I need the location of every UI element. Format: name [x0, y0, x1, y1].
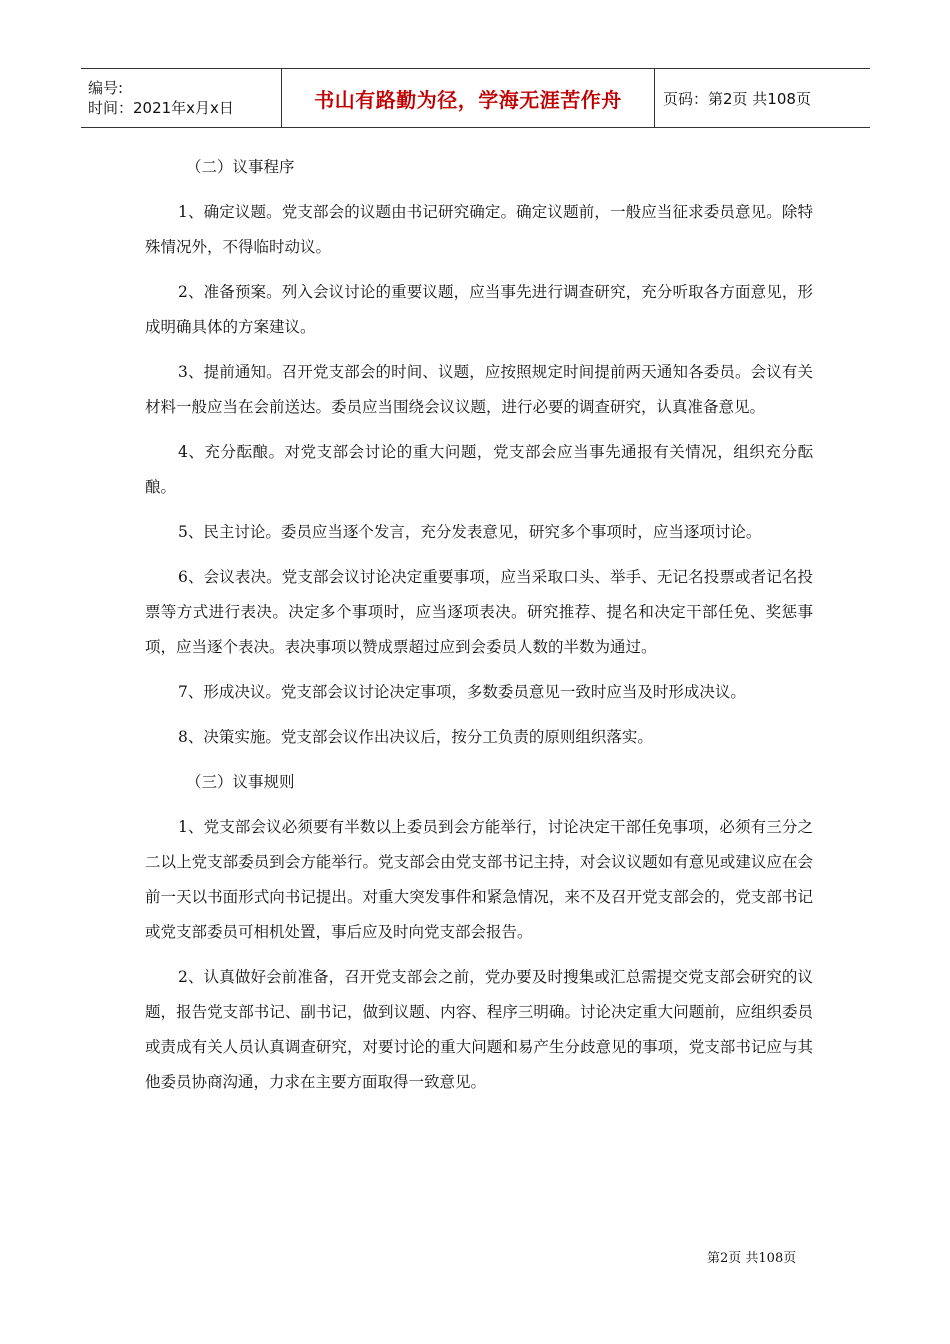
paragraph-prepare-plan: 2、准备预案。列入会议讨论的重要议题，应当事先进行调查研究，充分听取各方面意见，形成明确具体的方案建议。 [145, 283, 813, 336]
paragraph-voting: 6、会议表决。党支部会议讨论决定重要事项，应当采取口头、举手、无记名投票或者记名投票等方式进行表决。决定多个事项时，应当逐项表决。研究推荐、提名和决定干部任免、奖惩事项，应当逐个表决。表决事项以赞成票超过应到会委员人数的半数为通过。 [145, 568, 813, 656]
header-motto-cell [282, 69, 655, 127]
page-header [81, 68, 870, 128]
section-heading-rules: （三）议事规则 [186, 773, 295, 791]
header-meta [81, 69, 282, 127]
paragraph-quorum-rule: 1、党支部会议必须要有半数以上委员到会方能举行，讨论决定干部任免事项，必须有三分之二以上党支部委员到会方能举行。党支部会由党支部书记主持，对会议议题如有意见或建议应在会前一天以书面形式向书记提出。对重大突发事件和紧急情况，来不及召开党支部会的，党支部书记或党支部委员可相机处置，事后应及时向党支部会报告。 [145, 818, 813, 941]
motto-text: 书山有路勤为径，学海无涯苦作舟 [314, 87, 622, 112]
page-footer [707, 1247, 796, 1266]
footer-page-number: 第2页 共108页 [707, 1251, 797, 1266]
paragraph-discussion: 5、民主讨论。委员应当逐个发言，充分发表意见，研究多个事项时，应当逐项讨论。 [178, 523, 762, 541]
paragraph-confirm-topic: 1、确定议题。党支部会的议题由书记研究确定。确定议题前，一般应当征求委员意见。除特殊情况外，不得临时动议。 [145, 203, 813, 256]
paragraph-resolution: 7、形成决议。党支部会议讨论决定事项，多数委员意见一致时应当及时形成决议。 [178, 683, 746, 701]
serial-label: 编号: [88, 79, 124, 97]
page-code: 页码：第2页 共108页 [663, 89, 811, 108]
time-line: 时间：2021年x月x日 [88, 99, 234, 117]
paragraph-implementation: 8、决策实施。党支部会议作出决议后，按分工负责的原则组织落实。 [178, 728, 653, 746]
paragraph-advance-notice: 3、提前通知。召开党支部会的时间、议题，应按照规定时间提前两天通知各委员。会议有关材料一般应当在会前送达。委员应当围绕会议议题，进行必要的调查研究，认真准备意见。 [145, 363, 813, 416]
header-page-cell [655, 69, 870, 127]
paragraph-preparation-rule: 2、认真做好会前准备，召开党支部会之前，党办要及时搜集或汇总需提交党支部会研究的议题，报告党支部书记、副书记，做到议题、内容、程序三明确。讨论决定重大问题前，应组织委员或责成有关人员认真调查研究，对要讨论的重大问题和易产生分歧意见的事项，党支部书记应与其他委员协商沟通，力求在主要方面取得一致意见。 [145, 968, 813, 1091]
document-body [145, 150, 813, 1100]
section-heading-procedure: （二）议事程序 [186, 158, 295, 176]
paragraph-deliberation: 4、充分酝酿。对党支部会讨论的重大问题，党支部会应当事先通报有关情况，组织充分酝酿。 [145, 443, 813, 496]
